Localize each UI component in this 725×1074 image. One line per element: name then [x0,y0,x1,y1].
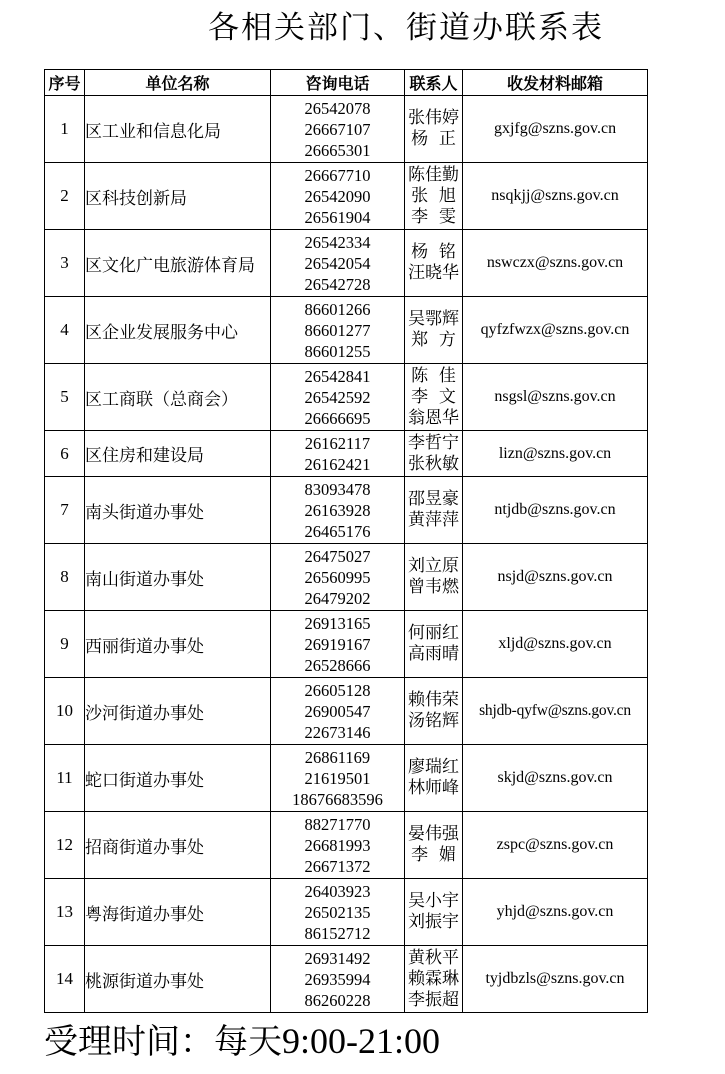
row-phones [271,364,405,431]
contact-person: 杨 铭 [411,242,456,262]
acceptance-time-label: 受理时间：每天 [44,1022,282,1062]
row-seq: 2 [45,163,85,230]
row-unit-name: 南山街道办事处 [85,544,271,611]
document-title-area [0,0,725,66]
row-email: shjdb-qyfw@szns.gov.cn [463,678,648,745]
contact-person: 汤铭辉 [408,711,459,731]
phone-number: 26667710 [304,165,371,185]
row-phones [271,678,405,745]
row-unit-name: 区企业发展服务中心 [85,297,271,364]
phone-number: 26528666 [304,655,371,675]
phone-number: 26666695 [304,408,371,428]
contact-person: 李 媚 [411,845,456,865]
phone-number: 26475027 [304,546,371,566]
table-row [45,678,648,745]
phone-number: 26502135 [304,902,371,922]
row-seq: 4 [45,297,85,364]
row-email: tyjdbzls@szns.gov.cn [463,946,648,1013]
row-email: nsjd@szns.gov.cn [463,544,648,611]
contact-person: 陈佳勤 [408,164,459,185]
phone-number: 86260228 [304,990,371,1010]
row-unit-name: 区科技创新局 [85,163,271,230]
row-email: yhjd@szns.gov.cn [463,879,648,946]
contact-person: 曾韦燃 [408,577,459,597]
acceptance-time-value: 9:00-21:00 [282,1021,440,1061]
table-row [45,544,648,611]
row-contacts [405,230,463,297]
row-contacts [405,477,463,544]
table-row [45,96,648,163]
row-phones [271,879,405,946]
row-seq: 6 [45,431,85,477]
phone-number: 26162117 [304,433,371,453]
table-row [45,230,648,297]
table-row [45,431,648,477]
contact-person: 黄萍萍 [408,510,459,530]
row-seq: 14 [45,946,85,1013]
row-unit-name: 区住房和建设局 [85,431,271,477]
phone-number: 26665301 [304,140,371,160]
row-email: skjd@szns.gov.cn [463,745,648,812]
row-contacts [405,544,463,611]
phone-number: 26542090 [304,186,371,206]
row-unit-name: 粤海街道办事处 [85,879,271,946]
row-email: nsgsl@szns.gov.cn [463,364,648,431]
contact-person: 张伟婷 [408,108,459,128]
contact-person: 赖霖琳 [408,968,459,989]
row-contacts [405,297,463,364]
row-phones [271,477,405,544]
row-email: nsqkjj@szns.gov.cn [463,163,648,230]
table-row [45,879,648,946]
row-unit-name: 桃源街道办事处 [85,946,271,1013]
row-contacts [405,163,463,230]
row-unit-name: 区文化广电旅游体育局 [85,230,271,297]
phone-number: 26542334 [304,232,371,252]
row-phones [271,297,405,364]
phone-number: 26560995 [304,567,371,587]
row-seq: 3 [45,230,85,297]
contact-person: 翁恩华 [408,407,459,428]
row-seq: 10 [45,678,85,745]
row-contacts [405,879,463,946]
row-email: qyfzfwzx@szns.gov.cn [463,297,648,364]
row-seq: 7 [45,477,85,544]
phone-number: 18676683596 [292,789,383,809]
phone-number: 26542592 [304,387,371,407]
row-seq: 5 [45,364,85,431]
row-contacts [405,96,463,163]
row-seq: 8 [45,544,85,611]
header-seq: 序号 [45,70,85,96]
row-email: nswczx@szns.gov.cn [463,230,648,297]
header-unit: 单位名称 [85,70,271,96]
document-title: 各相关部门、街道办联系表 [208,10,604,46]
contact-person: 晏伟强 [408,824,459,844]
phone-number: 26935994 [304,969,371,989]
phone-number: 26479202 [304,588,371,608]
contact-person: 陈 佳 [411,365,456,386]
phone-number: 26403923 [304,881,371,901]
row-contacts [405,946,463,1013]
table-header-row [45,70,648,96]
row-unit-name: 南头街道办事处 [85,477,271,544]
row-seq: 9 [45,611,85,678]
contact-person: 何丽红 [408,623,459,643]
table-row [45,297,648,364]
contact-person: 杨 正 [411,129,456,149]
phone-number: 26162421 [304,454,371,474]
phone-number: 86152712 [304,923,371,943]
table-row [45,611,648,678]
contact-table [44,69,648,1013]
row-phones [271,812,405,879]
row-unit-name: 沙河街道办事处 [85,678,271,745]
row-phones [271,230,405,297]
contact-person: 李哲宁 [408,432,459,453]
table-row [45,477,648,544]
row-email: zspc@szns.gov.cn [463,812,648,879]
contact-person: 李振超 [408,989,459,1010]
contact-person: 李 雯 [411,206,456,227]
row-contacts [405,745,463,812]
phone-number: 26671372 [304,856,371,876]
contact-person: 高雨晴 [408,644,459,664]
phone-number: 26919167 [304,634,371,654]
contact-person: 赖伟荣 [408,690,459,710]
row-phones [271,544,405,611]
phone-number: 86601266 [304,299,371,319]
phone-number: 83093478 [304,479,371,499]
row-seq: 1 [45,96,85,163]
acceptance-time [44,1014,440,1063]
table-row [45,745,648,812]
contact-person: 吴鄂辉 [408,309,459,329]
row-phones [271,96,405,163]
table-row [45,812,648,879]
phone-number: 26542054 [304,253,371,273]
contact-person: 张 旭 [411,185,456,206]
table-row [45,163,648,230]
contact-person: 吴小宇 [408,891,459,911]
contact-person: 李 文 [411,386,456,407]
phone-number: 86601255 [304,341,371,361]
row-phones [271,745,405,812]
header-contact: 联系人 [405,70,463,96]
row-unit-name: 西丽街道办事处 [85,611,271,678]
phone-number: 26163928 [304,500,371,520]
phone-number: 88271770 [304,814,371,834]
phone-number: 26900547 [304,701,371,721]
row-phones [271,163,405,230]
row-contacts [405,364,463,431]
row-phones [271,611,405,678]
phone-number: 22673146 [304,722,371,742]
row-contacts [405,678,463,745]
row-email: lizn@szns.gov.cn [463,431,648,477]
row-seq: 11 [45,745,85,812]
contact-person: 刘振宇 [408,912,459,932]
contact-person: 张秋敏 [408,453,459,474]
phone-number: 26931492 [304,948,371,968]
row-email: xljd@szns.gov.cn [463,611,648,678]
phone-number: 26681993 [304,835,371,855]
contact-person: 黄秋平 [408,947,459,968]
phone-number: 26561904 [304,207,371,227]
phone-number: 26913165 [304,613,371,633]
row-unit-name: 招商街道办事处 [85,812,271,879]
row-contacts [405,812,463,879]
table-row [45,364,648,431]
row-email: gxjfg@szns.gov.cn [463,96,648,163]
phone-number: 26542841 [304,366,371,386]
row-phones [271,431,405,477]
row-unit-name: 区工商联（总商会） [85,364,271,431]
header-phone: 咨询电话 [271,70,405,96]
phone-number: 26465176 [304,521,371,541]
contact-person: 廖瑞红 [408,757,459,777]
table-row [45,946,648,1013]
row-seq: 12 [45,812,85,879]
row-unit-name: 区工业和信息化局 [85,96,271,163]
phone-number: 26605128 [304,680,371,700]
contact-person: 邵昱豪 [408,489,459,509]
phone-number: 26542078 [304,98,371,118]
row-unit-name: 蛇口街道办事处 [85,745,271,812]
row-email: ntjdb@szns.gov.cn [463,477,648,544]
phone-number: 26667107 [304,119,371,139]
row-phones [271,946,405,1013]
phone-number: 86601277 [304,320,371,340]
row-contacts [405,611,463,678]
contact-person: 郑 方 [411,330,456,350]
contact-person: 汪晓华 [408,263,459,283]
phone-number: 26861169 [304,747,371,767]
header-email: 收发材料邮箱 [463,70,648,96]
table-body [45,96,648,1013]
row-seq: 13 [45,879,85,946]
row-contacts [405,431,463,477]
phone-number: 26542728 [304,274,371,294]
phone-number: 21619501 [304,768,371,788]
contact-person: 刘立原 [408,556,459,576]
contact-person: 林师峰 [408,778,459,798]
